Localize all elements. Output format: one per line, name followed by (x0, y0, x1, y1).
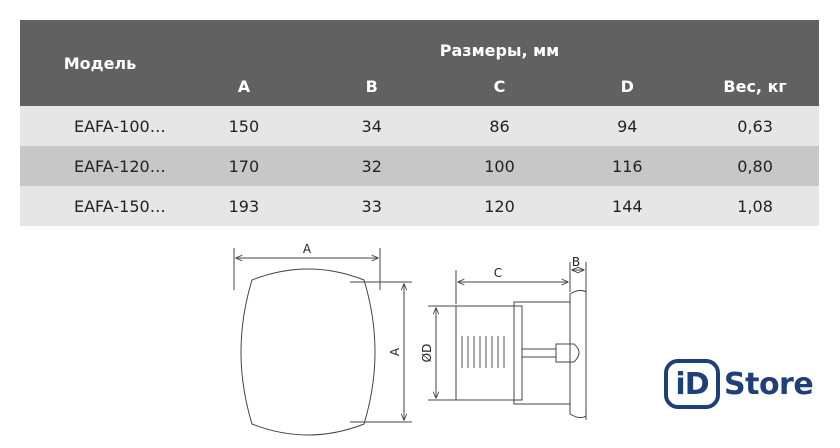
front-panel-outline (241, 269, 375, 435)
dimensions-group-header: Размеры, мм (180, 20, 819, 66)
dimension-label-c: C (493, 266, 503, 280)
model-column-header: Модель (20, 20, 180, 106)
side-view (420, 255, 586, 420)
cell-a: 170 (180, 146, 308, 186)
column-header-b: B (308, 66, 436, 106)
cell-c: 86 (436, 106, 564, 146)
model-cell: EAFA-100… (20, 106, 180, 146)
cell-a: 193 (180, 186, 308, 226)
store-logo (664, 354, 813, 414)
model-cell: EAFA-120… (20, 146, 180, 186)
duct-body (456, 306, 522, 400)
column-header-weight: Вес, кг (691, 66, 819, 106)
cell-d: 116 (563, 146, 691, 186)
cell-c: 100 (436, 146, 564, 186)
dimension-label-d: ØD (420, 343, 434, 363)
cell-b: 32 (308, 146, 436, 186)
dimension-label-a-top: A (302, 242, 312, 256)
cell-c: 120 (436, 186, 564, 226)
dimension-label-a-side: A (388, 347, 402, 357)
logo-mark: iD (664, 359, 720, 409)
cell-weight: 0,80 (691, 146, 819, 186)
column-header-a: A (180, 66, 308, 106)
cell-d: 94 (563, 106, 691, 146)
cell-weight: 1,08 (691, 186, 819, 226)
cell-d: 144 (563, 186, 691, 226)
logo-text: Store (724, 366, 814, 402)
column-header-c: C (436, 66, 564, 106)
cell-a: 150 (180, 106, 308, 146)
column-header-d: D (563, 66, 691, 106)
cell-b: 34 (308, 106, 436, 146)
front-plate (570, 290, 586, 417)
dimension-label-b: B (571, 255, 581, 269)
cell-weight: 0,63 (691, 106, 819, 146)
cell-b: 33 (308, 186, 436, 226)
front-view (234, 242, 412, 435)
model-cell: EAFA-150… (20, 186, 180, 226)
